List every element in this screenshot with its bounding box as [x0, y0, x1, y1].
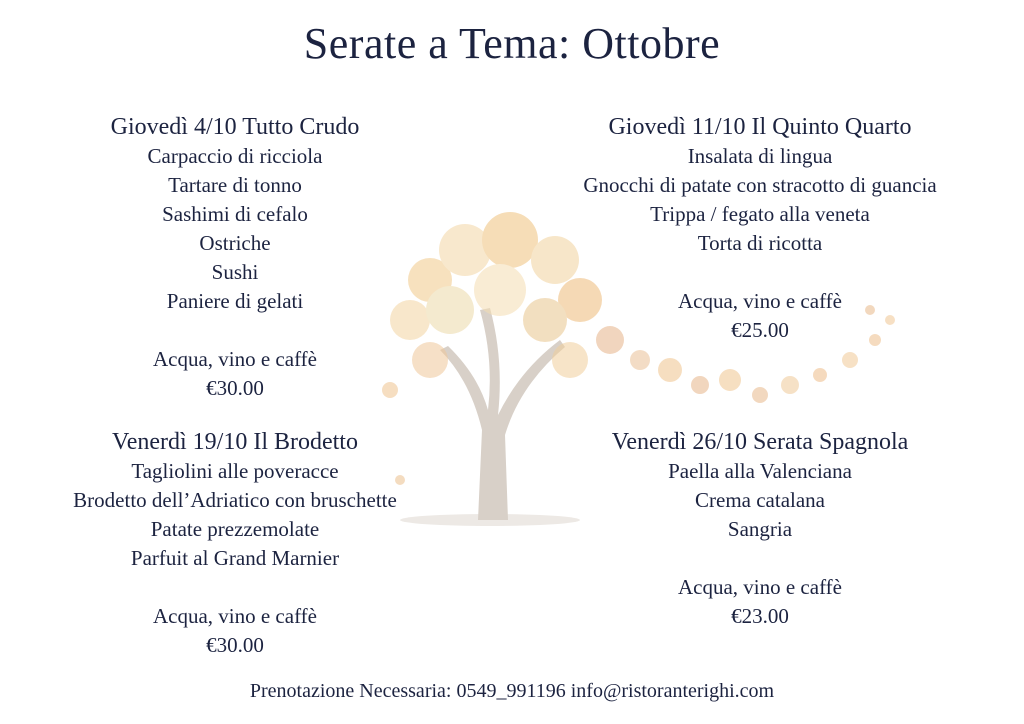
- menu-item: Parfuit al Grand Marnier: [130, 546, 340, 570]
- menu-item: Paniere di gelati: [166, 289, 304, 313]
- menu-extras: Acqua, vino e caffè: [152, 347, 318, 371]
- menu-item: Trippa / fegato alla veneta: [650, 202, 870, 226]
- menu-price: €25.00: [731, 318, 789, 342]
- menu-serata-spagnola: [560, 427, 960, 631]
- page-title: Serate a Tema: Ottobre: [303, 19, 721, 68]
- menu-tutto-crudo: [40, 112, 430, 403]
- menu-extras: Acqua, vino e caffè: [152, 604, 318, 628]
- menu-heading: Venerdì 26/10 Serata Spagnola: [611, 429, 909, 455]
- menu-item: Sushi: [211, 260, 259, 284]
- menu-brodetto: [40, 427, 430, 660]
- menu-item: Carpaccio di ricciola: [147, 144, 323, 168]
- menu-item: Tagliolini alle poveracce: [131, 459, 339, 483]
- menu-extras: Acqua, vino e caffè: [677, 575, 843, 599]
- menu-item: Crema catalana: [695, 488, 825, 512]
- menu-heading: Venerdì 19/10 Il Brodetto: [112, 429, 358, 455]
- menu-item: Sangria: [727, 517, 793, 541]
- menu-item: Brodetto dell’Adriatico con bruschette: [73, 488, 397, 512]
- menu-item: Insalata di lingua: [687, 144, 833, 168]
- menu-price: €30.00: [206, 633, 264, 657]
- menu-extras: Acqua, vino e caffè: [677, 289, 843, 313]
- menu-price: €23.00: [731, 604, 789, 628]
- menu-item: Paella alla Valenciana: [668, 459, 852, 483]
- menu-item: Tartare di tonno: [168, 173, 302, 197]
- menu-item: Patate prezzemolate: [150, 517, 320, 541]
- menu-heading: Giovedì 11/10 Il Quinto Quarto: [608, 114, 912, 140]
- menu-price: €30.00: [206, 376, 264, 400]
- menu-item: Sashimi di cefalo: [162, 202, 308, 226]
- menu-item: Torta di ricotta: [697, 231, 823, 255]
- menu-quinto-quarto: [540, 112, 980, 345]
- menu-item: Ostriche: [199, 231, 271, 255]
- menu-heading: Giovedì 4/10 Tutto Crudo: [110, 114, 360, 140]
- menu-item: Gnocchi di patate con stracotto di guancia: [583, 173, 937, 197]
- reservation-footer: Prenotazione Necessaria: 0549_991196 info@ristoranterighi.com: [249, 680, 775, 702]
